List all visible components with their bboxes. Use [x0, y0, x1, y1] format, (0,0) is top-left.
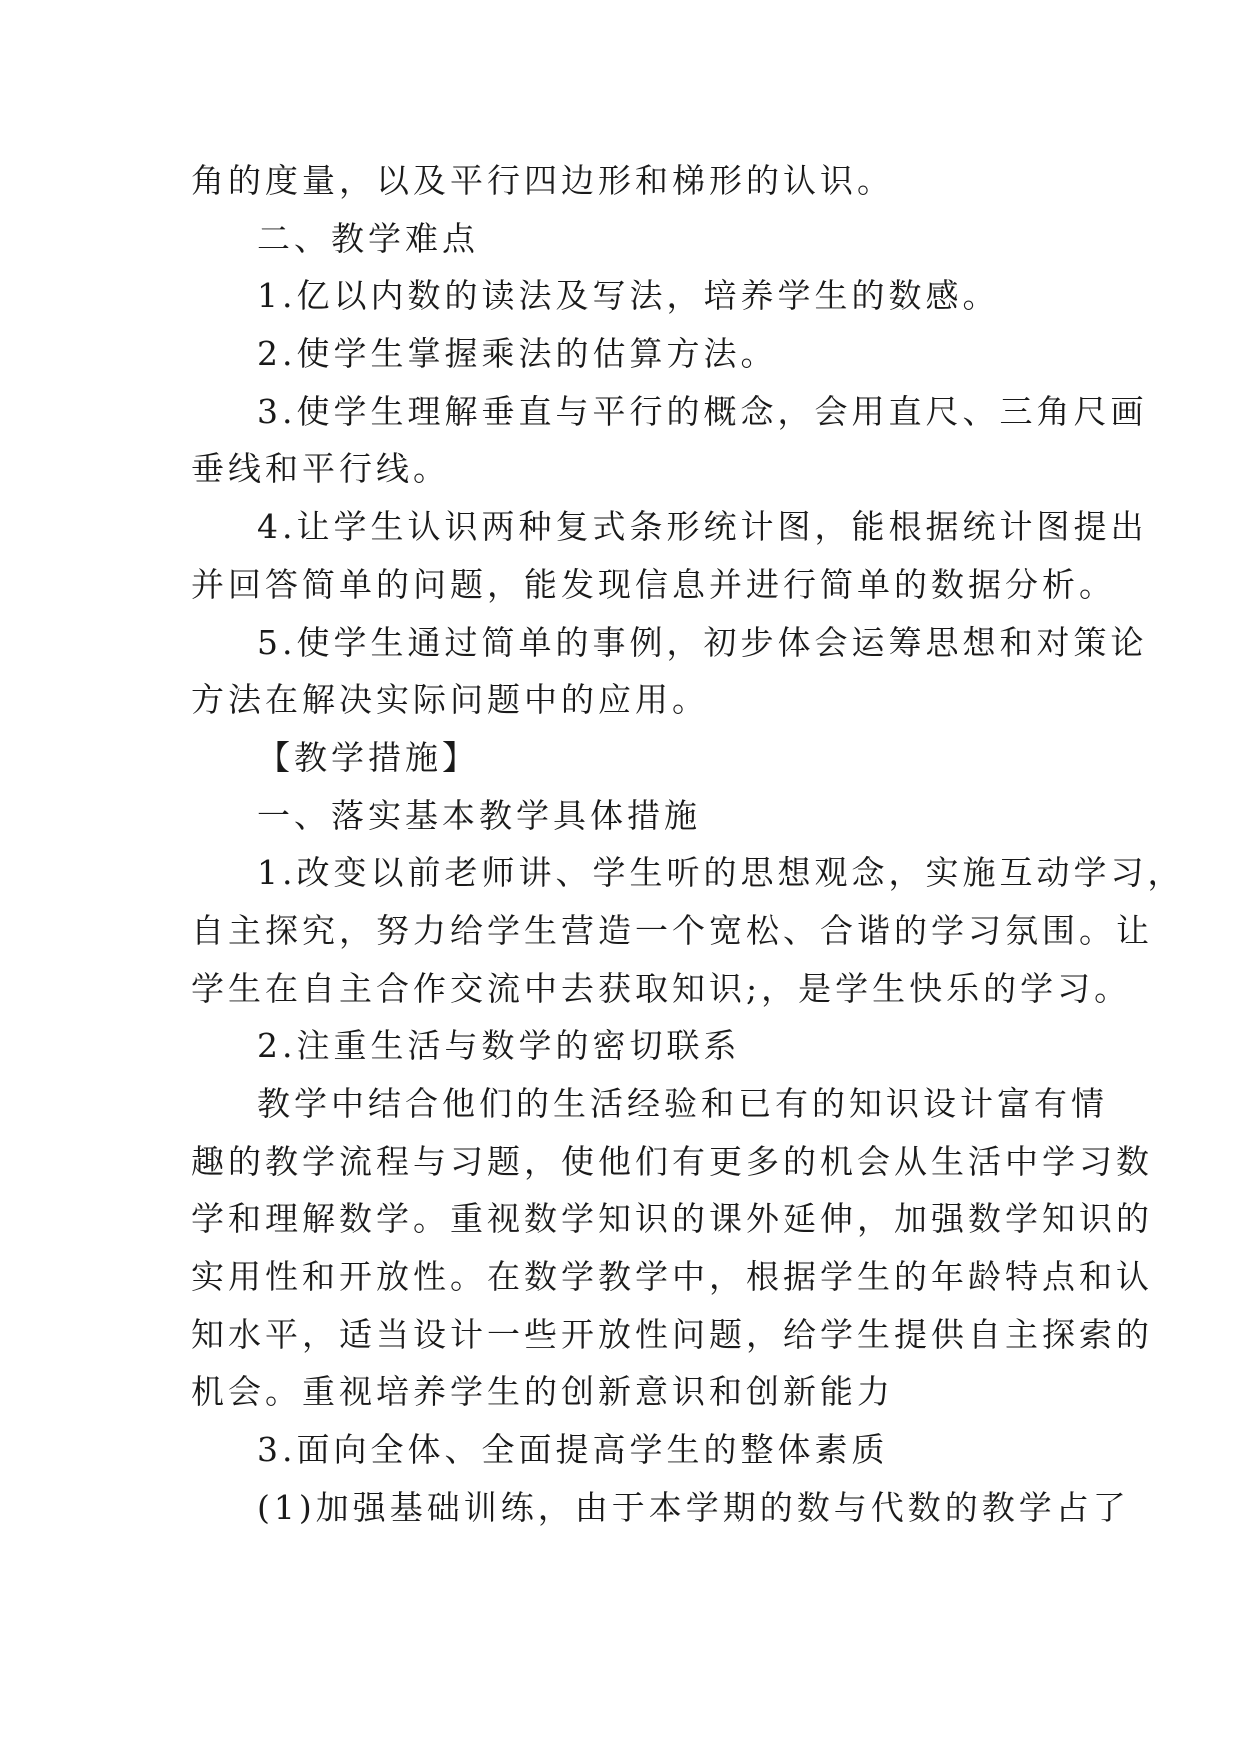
- text-line: 并回答简单的问题，能发现信息并进行简单的数据分析。: [191, 564, 1116, 604]
- section-heading: 【教学措施】: [257, 737, 479, 777]
- text-line: 实用性和开放性。在数学教学中，根据学生的年龄特点和认: [191, 1257, 1153, 1297]
- text-line: 学和理解数学。重视数学知识的课外延伸，加强数学知识的: [191, 1199, 1153, 1239]
- text-line: 2.使学生掌握乘法的估算方法。: [257, 334, 778, 374]
- text-line: (1)加强基础训练，由于本学期的数与代数的教学占了: [257, 1487, 1130, 1527]
- text-line: 角的度量，以及平行四边形和梯形的认识。: [191, 161, 894, 200]
- text-line: 教学中结合他们的生活经验和已有的知识设计富有情: [257, 1084, 1108, 1123]
- text-line: 4.让学生认识两种复式条形统计图，能根据统计图提出: [257, 507, 1148, 547]
- text-line: 5.使学生通过简单的事例，初步体会运筹思想和对策论: [257, 622, 1148, 662]
- text-line: 学生在自主合作交流中去获取知识;，是学生快乐的学习。: [191, 968, 1132, 1008]
- section-heading: 一、落实基本教学具体措施: [257, 795, 701, 835]
- text-line: 1.改变以前老师讲、学生听的思想观念，实施互动学习，: [257, 853, 1185, 893]
- document-body: [191, 152, 1185, 1537]
- text-line: 知水平，适当设计一些开放性问题，给学生提供自主探索的: [191, 1314, 1153, 1354]
- text-line: 方法在解决实际问题中的应用。: [191, 680, 709, 720]
- text-line: 3.使学生理解垂直与平行的概念，会用直尺、三角尺画: [257, 391, 1148, 431]
- text-line: 趣的教学流程与习题，使他们有更多的机会从生活中学习数: [191, 1141, 1153, 1181]
- section-heading: 二、教学难点: [257, 218, 479, 258]
- text-line: 2.注重生活与数学的密切联系: [257, 1026, 741, 1066]
- text-line: 垂线和平行线。: [191, 449, 450, 489]
- text-line: 3.面向全体、全面提高学生的整体素质: [257, 1430, 889, 1470]
- text-line: 自主探究，努力给学生营造一个宽松、合谐的学习氛围。让: [191, 910, 1153, 950]
- text-line: 1.亿以内数的读法及写法，培养学生的数感。: [257, 276, 1000, 316]
- text-line: 机会。重视培养学生的创新意识和创新能力: [191, 1372, 894, 1412]
